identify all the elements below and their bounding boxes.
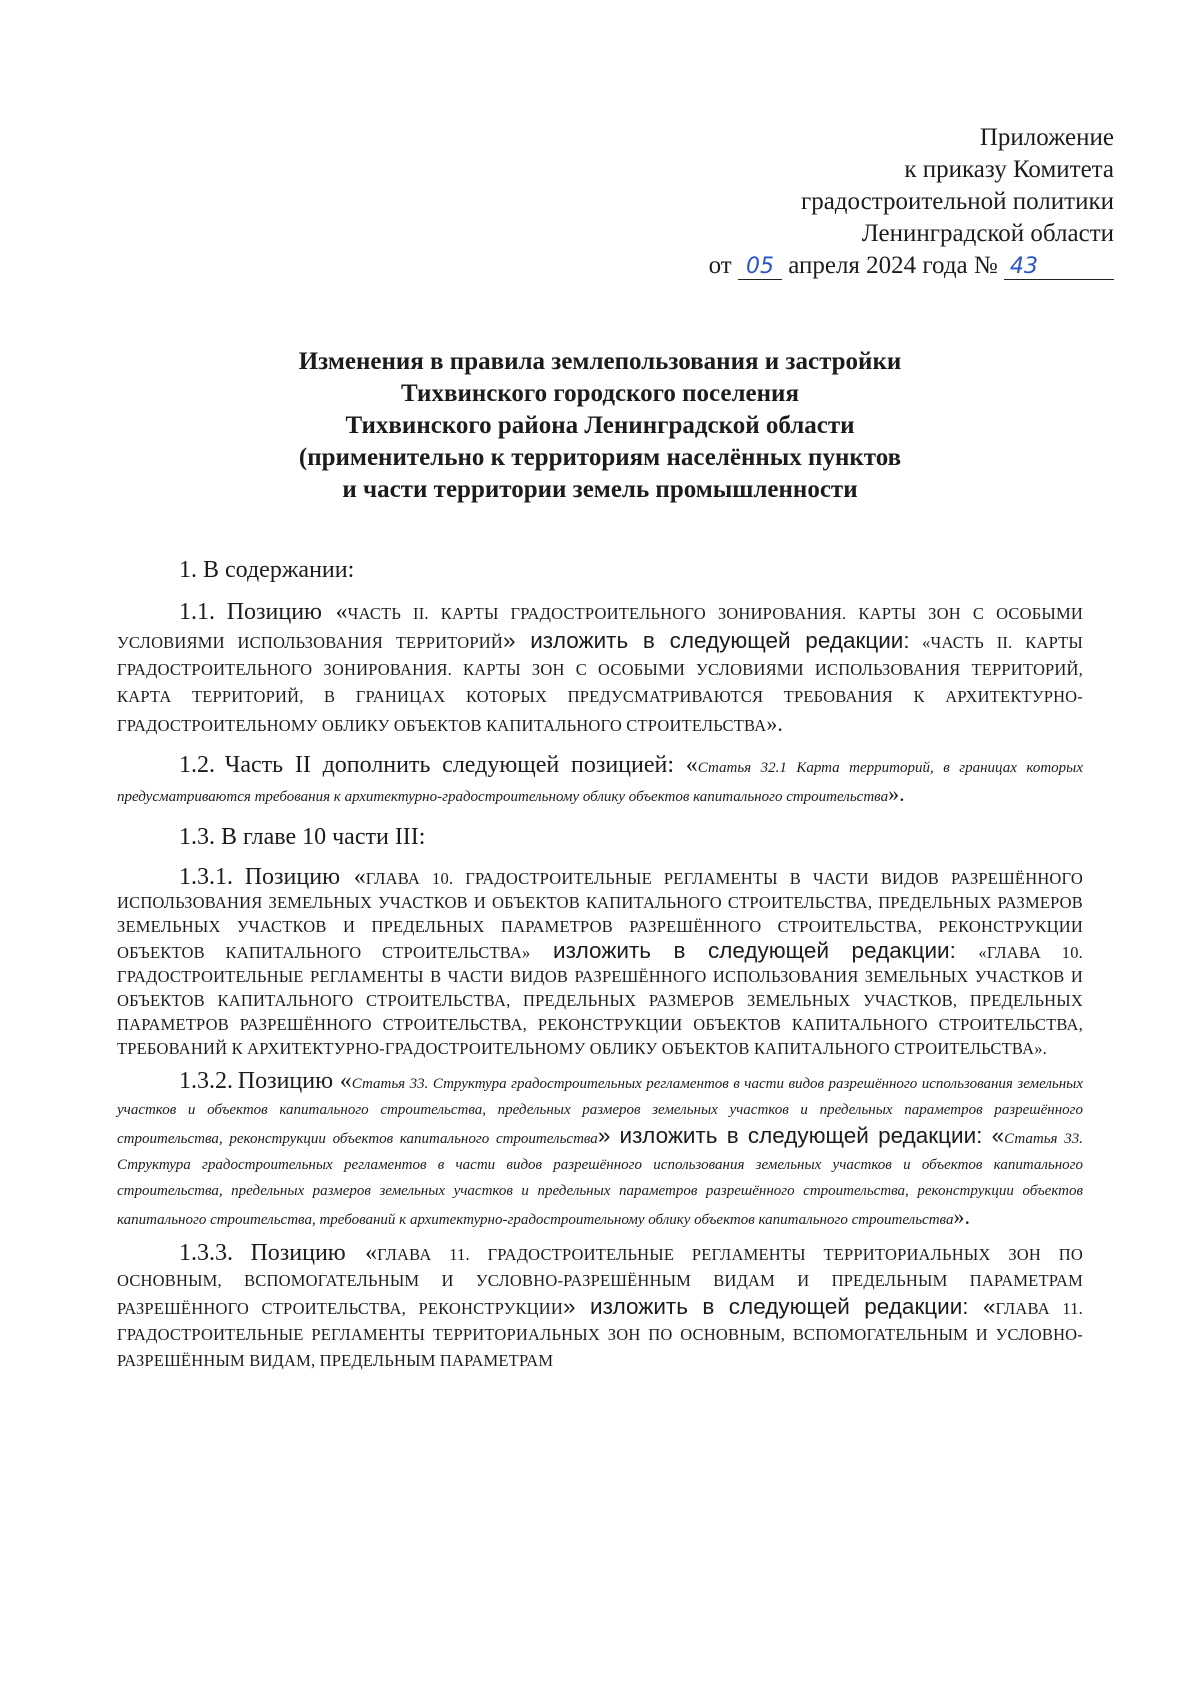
section-1-3-2-number: 1.3.2. bbox=[179, 1068, 233, 1094]
title-line-1: Изменения в правила землепользования и застройки bbox=[298, 348, 902, 375]
header-line-3: градостроительной политики bbox=[800, 188, 1114, 215]
section-1-3-2-old-text: Статья 33. Структура градостроительных регламентов в части видов разрешённого использования земельных участков и объектов капитального строительства, предельных размеров земельных участков и предельных параметров разрешённого строительства, реконструкции объектов капитального строительства bbox=[117, 1076, 1083, 1147]
title-line-2: Тихвинского городского поселения bbox=[401, 380, 799, 407]
section-1-1-open-quote: « bbox=[922, 633, 931, 652]
section-1-3-1-number: 1.3.1. bbox=[179, 864, 233, 890]
section-1-3-3-number: 1.3.3. bbox=[179, 1240, 233, 1266]
section-1-1-number: 1.1. bbox=[179, 599, 215, 625]
section-1-3-1-lead: Позицию « bbox=[244, 864, 366, 890]
section-1-3-3-lead: Позицию « bbox=[250, 1240, 378, 1266]
section-1-3-2-close: ». bbox=[953, 1204, 970, 1229]
section-1-2-close: ». bbox=[888, 781, 905, 806]
section-1-1-new-text: ЧАСТЬ II. КАРТЫ ГРАДОСТРОИТЕЛЬНОГО ЗОНИРОВАНИЯ. КАРТЫ ЗОН С ОСОБЫМИ УСЛОВИЯМИ ИСПОЛЬЗОВАНИЯ ТЕРРИТОРИЙ, КАРТА ТЕРРИТОРИЙ, В ГРАНИЦАХ КОТОРЫХ ПРЕДУСМАТРИВАЮТСЯ ТРЕБОВАНИЯ К АРХИТЕКТУРНО-ГРАДОСТРОИТЕЛЬНОМУ ОБЛИКУ ОБЪЕКТОВ КАПИТАЛЬНОГО СТРОИТЕЛЬСТВА bbox=[117, 633, 1084, 735]
section-1-number: 1. bbox=[179, 557, 197, 583]
section-1-1-lead: Позицию « bbox=[226, 599, 348, 625]
section-1-3-number: 1.3. bbox=[179, 824, 215, 850]
section-1-3-1-old-text: ГЛАВА 10. ГРАДОСТРОИТЕЛЬНЫЕ РЕГЛАМЕНТЫ В ЧАСТИ ВИДОВ РАЗРЕШЁННОГО ИСПОЛЬЗОВАНИЯ ЗЕМЕЛЬНЫХ УЧАСТКОВ И ОБЪЕКТОВ КАПИТАЛЬНОГО СТРОИТЕЛЬСТВА, ПРЕДЕЛЬНЫХ РАЗМЕРОВ ЗЕМЕЛЬНЫХ УЧАСТКОВ И ПРЕДЕЛЬНЫХ ПАРАМЕТРОВ РАЗРЕШЁННОГО СТРОИТЕЛЬСТВА, РЕКОНСТРУКЦИИ ОБЪЕКТОВ КАПИТАЛЬНОГО СТРОИТЕЛЬСТВА» bbox=[117, 869, 1083, 962]
section-1-3-1-new-text: «ГЛАВА 10. ГРАДОСТРОИТЕЛЬНЫЕ РЕГЛАМЕНТЫ В ЧАСТИ ВИДОВ РАЗРЕШЁННОГО ИСПОЛЬЗОВАНИЯ ЗЕМЕЛЬНЫХ УЧАСТКОВ И ОБЪЕКТОВ КАПИТАЛЬНОГО СТРОИТЕЛЬСТВА, ПРЕДЕЛЬНЫХ РАЗМЕРОВ ЗЕМЕЛЬНЫХ УЧАСТКОВ, ПРЕДЕЛЬНЫХ ПАРАМЕТРОВ РАЗРЕШЁННОГО СТРОИТЕЛЬСТВА, РЕКОНСТРУКЦИИ ОБЪЕКТОВ КАПИТАЛЬНОГО СТРОИТЕЛЬСТВА, ТРЕБОВАНИЙ К АРХИТЕКТУРНО-ГРАДОСТРОИТЕЛЬНОМУ ОБЛИКУ ОБЪЕКТОВ КАПИТАЛЬНОГО СТРОИТЕЛЬСТВА». bbox=[117, 943, 1083, 1058]
document-title bbox=[140, 346, 1060, 506]
handwritten-order-number: 43 bbox=[1004, 255, 1114, 280]
section-1-3-3-mid: » изложить в следующей редакции: « bbox=[563, 1294, 996, 1319]
title-line-4: (применительно к территориям населённых пунктов bbox=[298, 444, 902, 471]
section-1 bbox=[117, 555, 1083, 585]
section-1-3-3 bbox=[117, 1241, 1083, 1374]
section-1-1-close: ». bbox=[766, 711, 783, 736]
section-1-3-2 bbox=[117, 1069, 1083, 1233]
section-1-text: В содержании: bbox=[203, 557, 355, 583]
date-middle: апреля 2024 года № bbox=[788, 252, 998, 279]
section-1-2-lead: Часть II дополнить следующей позицией: « bbox=[224, 752, 698, 778]
section-1-3-1 bbox=[117, 866, 1083, 1061]
appendix-header bbox=[514, 122, 1114, 282]
document-body bbox=[117, 555, 1083, 1382]
section-1-1-mid: » изложить в следующей редакции: bbox=[503, 628, 910, 653]
section-1-2 bbox=[117, 752, 1083, 810]
section-1-3-text: В главе 10 части III: bbox=[221, 824, 426, 850]
header-line-2: к приказу Комитета bbox=[904, 156, 1114, 183]
section-1-2-number: 1.2. bbox=[179, 752, 215, 778]
section-1-2-text: Статья 32.1 Карта территорий, в границах которых предусматриваются требования к архитектурно-градостроительному облику объектов капитального строительства bbox=[117, 760, 1083, 805]
section-1-3-2-mid: » изложить в следующей редакции: « bbox=[597, 1123, 1005, 1148]
section-1-3-2-new-text: Статья 33. Структура градостроительных регламентов в части видов разрешённого использования земельных участков и объектов капитального строительства, предельных размеров земельных участков и предельных параметров разрешённого строительства, реконструкции объектов капитального строительства, требований к архитектурно-градостроительному облику объектов капитального строительства bbox=[117, 1131, 1083, 1228]
date-prefix: от bbox=[708, 252, 732, 279]
header-line-1: Приложение bbox=[979, 124, 1114, 151]
title-line-5: и части территории земель промышленности bbox=[342, 476, 858, 503]
section-1-3-1-mid: изложить в следующей редакции: bbox=[530, 938, 979, 963]
section-1-3 bbox=[117, 822, 1083, 852]
section-1-1-old-text: ЧАСТЬ II. КАРТЫ ГРАДОСТРОИТЕЛЬНОГО ЗОНИРОВАНИЯ. КАРТЫ ЗОН С ОСОБЫМИ УСЛОВИЯМИ ИСПОЛЬЗОВАНИЯ ТЕРРИТОРИЙ bbox=[117, 604, 1083, 652]
title-line-3: Тихвинского района Ленинградской области bbox=[345, 412, 855, 439]
section-1-3-3-old-text: ГЛАВА 11. ГРАДОСТРОИТЕЛЬНЫЕ РЕГЛАМЕНТЫ ТЕРРИТОРИАЛЬНЫХ ЗОН ПО ОСНОВНЫМ, ВСПОМОГАТЕЛЬНЫМ И УСЛОВНО-РАЗРЕШЁННЫМ ВИДАМ И ПРЕДЕЛЬНЫМ ПАРАМЕТРАМ РАЗРЕШЁННОГО СТРОИТЕЛЬСТВА, РЕКОНСТРУКЦИИ bbox=[117, 1245, 1084, 1318]
section-1-3-3-new-text: ГЛАВА 11. ГРАДОСТРОИТЕЛЬНЫЕ РЕГЛАМЕНТЫ ТЕРРИТОРИАЛЬНЫХ ЗОН ПО ОСНОВНЫМ, ВСПОМОГАТЕЛЬНЫМ И УСЛОВНО-РАЗРЕШЁННЫМ ВИДАМ, ПРЕДЕЛЬНЫМ ПАРАМЕТРАМ bbox=[117, 1299, 1083, 1370]
header-date-line bbox=[514, 250, 1114, 282]
header-line-4: Ленинградской области bbox=[861, 220, 1114, 247]
section-1-3-2-lead: Позицию « bbox=[237, 1068, 352, 1094]
handwritten-day: 05 bbox=[738, 255, 782, 280]
section-1-1 bbox=[117, 599, 1083, 740]
